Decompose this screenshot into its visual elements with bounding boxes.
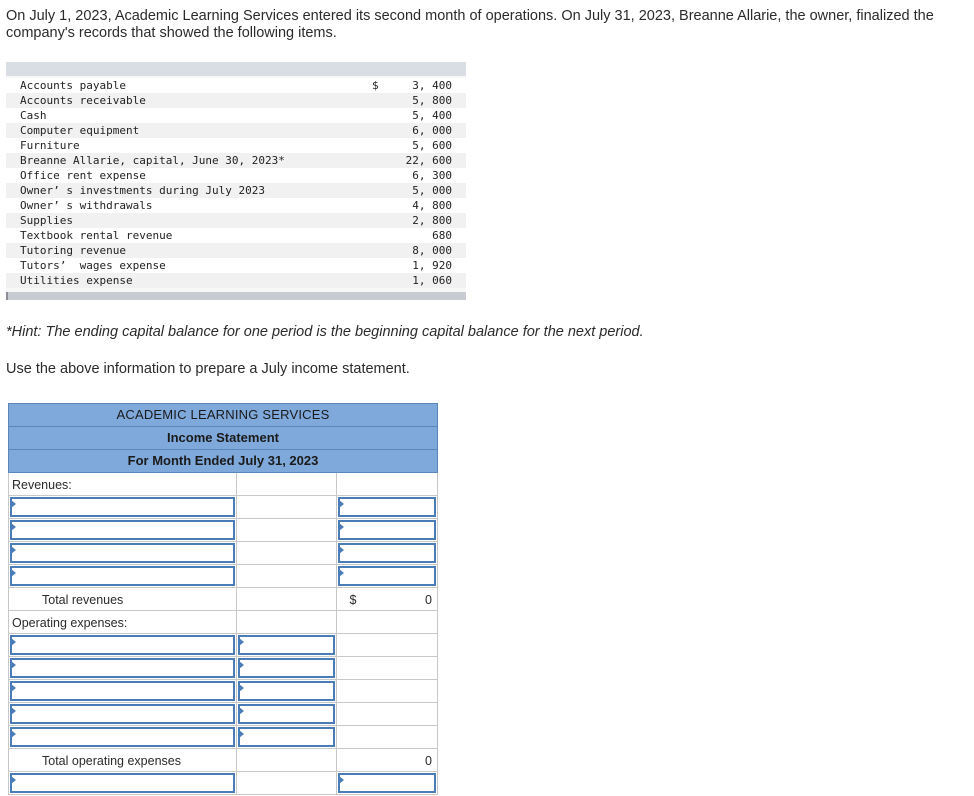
account-row [6,123,466,138]
revenues-header-row [9,473,438,496]
account-currency [372,93,382,108]
account-currency [372,213,382,228]
revenue-row [9,496,438,519]
account-row [6,93,466,108]
revenue-amount-input[interactable] [338,497,436,517]
account-amount: 3, 400 [412,79,452,92]
revenues-label: Revenues: [12,478,72,492]
revenue-amount-input[interactable] [338,520,436,540]
account-name: Tutoring revenue [20,244,126,257]
account-name: Breanne Allarie, capital, June 30, 2023* [20,154,285,167]
account-amount: 6, 000 [412,124,452,137]
account-row [6,108,466,123]
statement-title: Income Statement [9,427,437,450]
revenue-account-dropdown[interactable] [10,520,235,540]
account-row [6,228,466,243]
net-income-input[interactable] [338,773,436,793]
account-name: Computer equipment [20,124,140,137]
revenue-account-dropdown[interactable] [10,497,235,517]
expense-row [9,680,438,703]
dropdown-arrow-icon [11,707,16,715]
input-marker-icon [239,707,244,715]
account-currency [372,198,382,213]
account-currency [372,273,382,288]
dropdown-arrow-icon [11,638,16,646]
expense-amount-input[interactable] [238,658,336,678]
dropdown-arrow-icon [11,661,16,669]
account-currency [372,108,382,123]
total-operating-expenses-row [9,749,438,772]
revenue-amount-input[interactable] [338,566,436,586]
account-row [6,273,466,288]
input-marker-icon [339,500,344,508]
expense-row [9,703,438,726]
instruction-text: Use the above information to prepare a July income statement. [6,361,410,377]
input-marker-icon [339,776,344,784]
account-amount: 4, 800 [412,199,452,212]
account-name: Cash [20,109,47,122]
accounts-table [6,62,466,300]
account-name: Supplies [20,214,73,227]
account-amount: 5, 000 [412,184,452,197]
dropdown-arrow-icon [11,569,16,577]
input-marker-icon [239,638,244,646]
total-operating-expenses-label: Total operating expenses [42,754,181,768]
company-name: ACADEMIC LEARNING SERVICES [9,404,437,427]
operating-expenses-label: Operating expenses: [12,616,128,630]
dropdown-arrow-icon [11,776,16,784]
accounts-table-scrollbar[interactable] [6,292,466,300]
input-marker-icon [339,523,344,531]
account-row [6,258,466,273]
input-marker-icon [239,661,244,669]
input-marker-icon [239,684,244,692]
account-row [6,213,466,228]
total-revenues-value: 0 [425,593,432,607]
account-amount: 22, 600 [405,154,452,167]
account-name: Tutors’ wages expense [20,259,166,272]
account-amount: 6, 300 [412,169,452,182]
revenue-account-dropdown[interactable] [10,566,235,586]
account-name: Utilities expense [20,274,133,287]
dropdown-arrow-icon [11,523,16,531]
expense-account-dropdown[interactable] [10,658,235,678]
expense-row [9,634,438,657]
account-amount: 5, 600 [412,139,452,152]
expense-amount-input[interactable] [238,704,336,724]
account-currency [372,243,382,258]
account-row [6,138,466,153]
problem-intro: On July 1, 2023, Academic Learning Services entered its second month of operations. On July 31, 2023, Breanne Allarie, the owner, finalized the company's records that showed the following items. [6,8,934,41]
account-currency [372,123,382,138]
input-marker-icon [339,546,344,554]
expense-row [9,657,438,680]
account-currency [372,153,382,168]
account-row [6,153,466,168]
net-income-dropdown[interactable] [10,773,235,793]
operating-expenses-header-row [9,611,438,634]
revenue-row [9,542,438,565]
account-currency [372,168,382,183]
total-operating-expenses-value: 0 [425,754,432,768]
revenue-account-dropdown[interactable] [10,543,235,563]
account-name: Textbook rental revenue [20,229,173,242]
account-amount: 1, 920 [412,259,452,272]
revenue-row [9,565,438,588]
expense-amount-input[interactable] [238,681,336,701]
dropdown-arrow-icon [11,684,16,692]
accounts-rows [6,78,466,288]
account-name: Owner’ s investments during July 2023 [20,184,266,197]
input-marker-icon [339,569,344,577]
account-name: Office rent expense [20,169,146,182]
expense-amount-input[interactable] [238,727,336,747]
total-revenues-label: Total revenues [42,593,124,607]
account-amount: 5, 800 [412,94,452,107]
currency-symbol: $ [349,593,357,607]
net-income-row [9,772,438,795]
dropdown-arrow-icon [11,546,16,554]
revenue-row [9,519,438,542]
account-name: Accounts receivable [20,94,146,107]
account-amount: 680 [432,229,452,242]
statement-period: For Month Ended July 31, 2023 [127,453,319,468]
account-row [6,78,466,93]
dropdown-arrow-icon [11,730,16,738]
total-revenues-row [9,588,438,611]
account-name: Owner’ s withdrawals [20,199,153,212]
statement-header [8,403,438,473]
account-currency [372,258,382,273]
accounts-table-header-bar [6,62,466,76]
account-currency [372,228,382,243]
account-amount: 1, 060 [412,274,452,287]
account-row [6,168,466,183]
account-row [6,243,466,258]
account-row [6,198,466,213]
account-row [6,183,466,198]
account-name: Furniture [20,139,80,152]
account-currency [372,183,382,198]
expense-account-dropdown[interactable] [10,704,235,724]
input-marker-icon [239,730,244,738]
income-statement [8,403,438,795]
expense-account-dropdown[interactable] [10,635,235,655]
dropdown-arrow-icon [11,500,16,508]
expense-row [9,726,438,749]
revenue-amount-input[interactable] [338,543,436,563]
expense-amount-input[interactable] [238,635,336,655]
expense-account-dropdown[interactable] [10,681,235,701]
account-currency [372,138,382,153]
statement-grid [8,473,438,795]
hint-text: *Hint: The ending capital balance for one period is the beginning capital balance for the next period. [6,324,644,340]
account-amount: 5, 400 [412,109,452,122]
account-amount: 8, 000 [412,244,452,257]
expense-account-dropdown[interactable] [10,727,235,747]
account-name: Accounts payable [20,79,126,92]
account-amount: 2, 800 [412,214,452,227]
account-currency: $ [372,79,379,92]
